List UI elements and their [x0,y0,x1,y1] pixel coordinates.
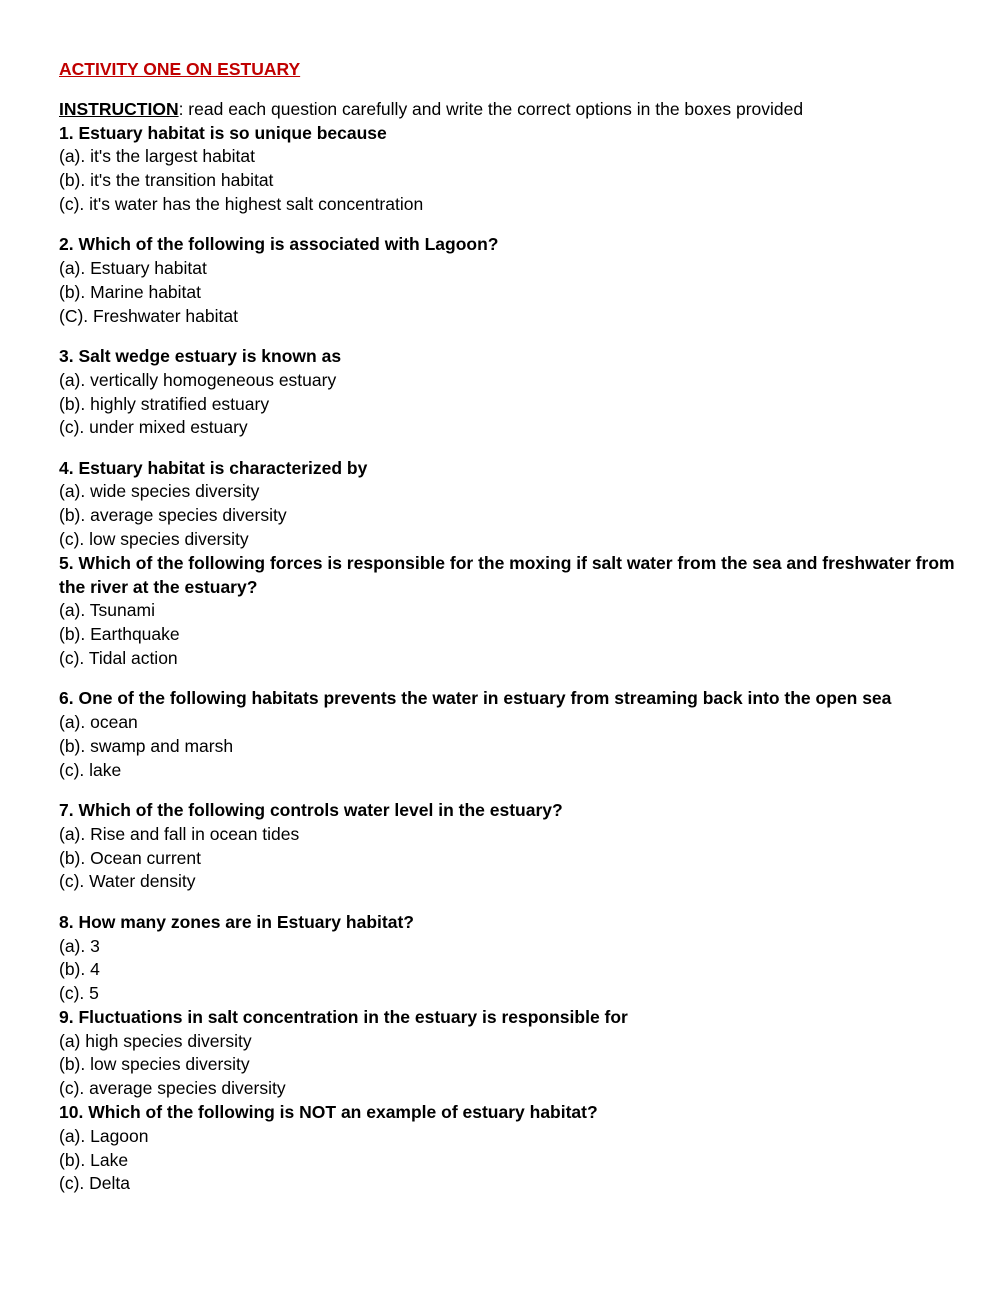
question-2 [59,233,959,328]
question-text: 7. Which of the following controls water level in the estuary? [59,800,563,821]
option-a: (a). Rise and fall in ocean tides [59,823,300,844]
question-text: 8. How many zones are in Estuary habitat? [59,911,414,932]
question-9 [59,1006,959,1101]
question-text: 6. One of the following habitats prevents the water in estuary from streaming back into the open sea [59,688,892,709]
option-c: (c). it's water has the highest salt concentration [59,193,424,214]
question-5 [59,552,959,671]
question-text: 4. Estuary habitat is characterized by [59,457,368,478]
option-c: (c). low species diversity [59,529,249,550]
option-a: (a). Estuary habitat [59,258,207,279]
option-b: (b). Marine habitat [59,281,202,302]
question-4 [59,457,959,552]
option-b: (b). low species diversity [59,1054,250,1075]
question-text: 5. Which of the following forces is responsible for the moxing if salt water from the sea and freshwater from the river at the estuary? [59,552,955,597]
question-6 [59,687,959,782]
option-b: (b). average species diversity [59,505,287,526]
option-b: (b). Ocean current [59,847,201,868]
question-text: 2. Which of the following is associated with Lagoon? [59,234,499,255]
question-text: 10. Which of the following is NOT an example of estuary habitat? [59,1102,598,1123]
option-a: (a). wide species diversity [59,481,260,502]
option-a: (a). vertically homogeneous estuary [59,369,337,390]
option-b: (b). 4 [59,959,100,980]
question-7 [59,799,959,894]
option-c: (c). Water density [59,871,196,892]
option-c: (c). Delta [59,1173,130,1194]
question-3 [59,345,959,440]
option-a: (a). ocean [59,712,138,733]
option-c: (c). under mixed estuary [59,417,248,438]
option-b: (b). highly stratified estuary [59,393,270,414]
option-a: (a). 3 [59,935,100,956]
option-c: (c). lake [59,759,122,780]
instruction-label: INSTRUCTION [59,98,179,119]
instruction-text: : read each question carefully and write the correct options in the boxes provided [178,98,804,119]
option-b: (b). it's the transition habitat [59,170,274,191]
option-c: (c). average species diversity [59,1078,286,1099]
question-text: 1. Estuary habitat is so unique because [59,122,387,143]
question-10 [59,1101,959,1196]
question-1 [59,122,959,217]
option-c: (C). Freshwater habitat [59,305,238,326]
option-a: (a). Lagoon [59,1125,149,1146]
option-a: (a). it's the largest habitat [59,146,255,167]
instruction [59,98,959,122]
question-text: 9. Fluctuations in salt concentration in the estuary is responsible for [59,1006,628,1027]
option-b: (b). swamp and marsh [59,735,234,756]
option-c: (c). Tidal action [59,648,178,669]
question-text: 3. Salt wedge estuary is known as [59,345,342,366]
page-title: ACTIVITY ONE ON ESTUARY [59,59,301,79]
option-a: (a) high species diversity [59,1030,252,1051]
option-b: (b). Earthquake [59,624,180,645]
question-8 [59,911,959,1006]
option-b: (b). Lake [59,1149,129,1170]
option-c: (c). 5 [59,983,99,1004]
option-a: (a). Tsunami [59,600,155,621]
worksheet [59,58,959,1196]
